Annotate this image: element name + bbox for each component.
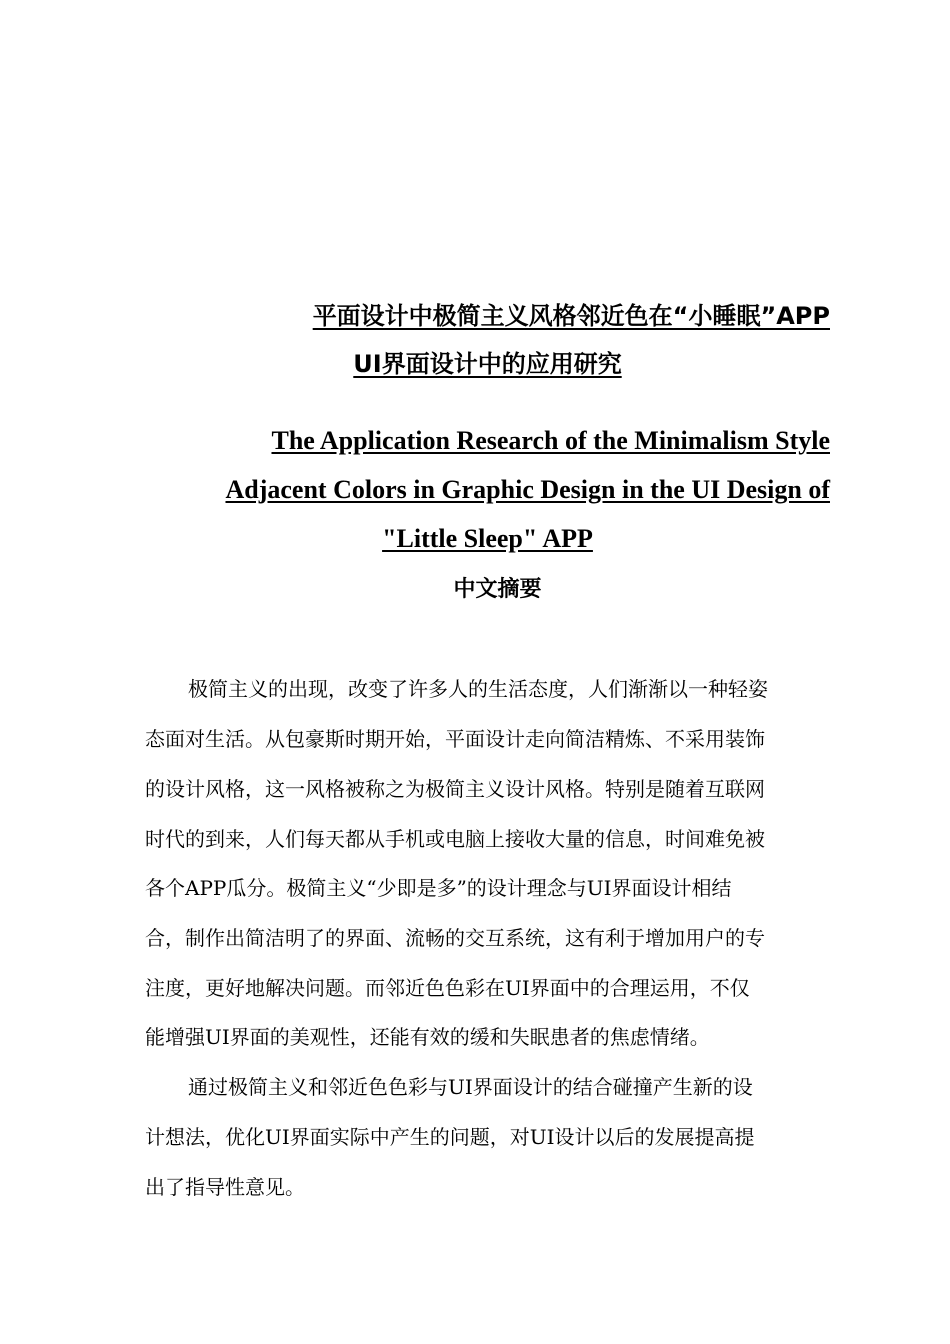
english-title-line-2: Adjacent Colors in Graphic Design in the UI Design of — [225, 475, 830, 504]
english-title-line-1: The Application Research of the Minimalism Style — [271, 426, 830, 455]
abstract-heading: 中文摘要 — [453, 577, 542, 602]
abstract-line: 极简主义的出现，改变了许多人的生活态度，人们渐渐以一种轻姿 — [188, 677, 768, 701]
abstract-line: 时代的到来，人们每天都从手机或电脑上接收大量的信息，时间难免被 — [145, 827, 765, 851]
abstract-line: 出了指导性意见。 — [145, 1175, 305, 1199]
abstract-line: 能增强UI界面的美观性，还能有效的缓和失眠患者的焦虑情绪。 — [145, 1025, 710, 1049]
chinese-title-line-2: UI界面设计中的应用研究 — [353, 350, 622, 378]
english-title-line-3: "Little Sleep" APP — [382, 524, 593, 553]
abstract-line: 各个APP瓜分。极简主义“少即是多”的设计理念与UI界面设计相结 — [145, 876, 732, 900]
abstract-line: 计想法，优化UI界面实际中产生的问题，对UI设计以后的发展提高提 — [145, 1125, 755, 1149]
chinese-title-line-1: 平面设计中极简主义风格邻近色在“小睡眠”APP — [312, 302, 830, 330]
abstract-line: 注度，更好地解决问题。而邻近色色彩在UI界面中的合理运用，不仅 — [145, 976, 750, 1000]
abstract-line: 通过极简主义和邻近色色彩与UI界面设计的结合碰撞产生新的设 — [188, 1075, 753, 1099]
abstract-line: 合，制作出简洁明了的界面、流畅的交互系统，这有利于增加用户的专 — [145, 926, 765, 950]
abstract-line: 的设计风格，这一风格被称之为极简主义设计风格。特别是随着互联网 — [145, 777, 765, 801]
abstract-line: 态面对生活。从包豪斯时期开始，平面设计走向简洁精炼、不采用装饰 — [145, 727, 765, 751]
